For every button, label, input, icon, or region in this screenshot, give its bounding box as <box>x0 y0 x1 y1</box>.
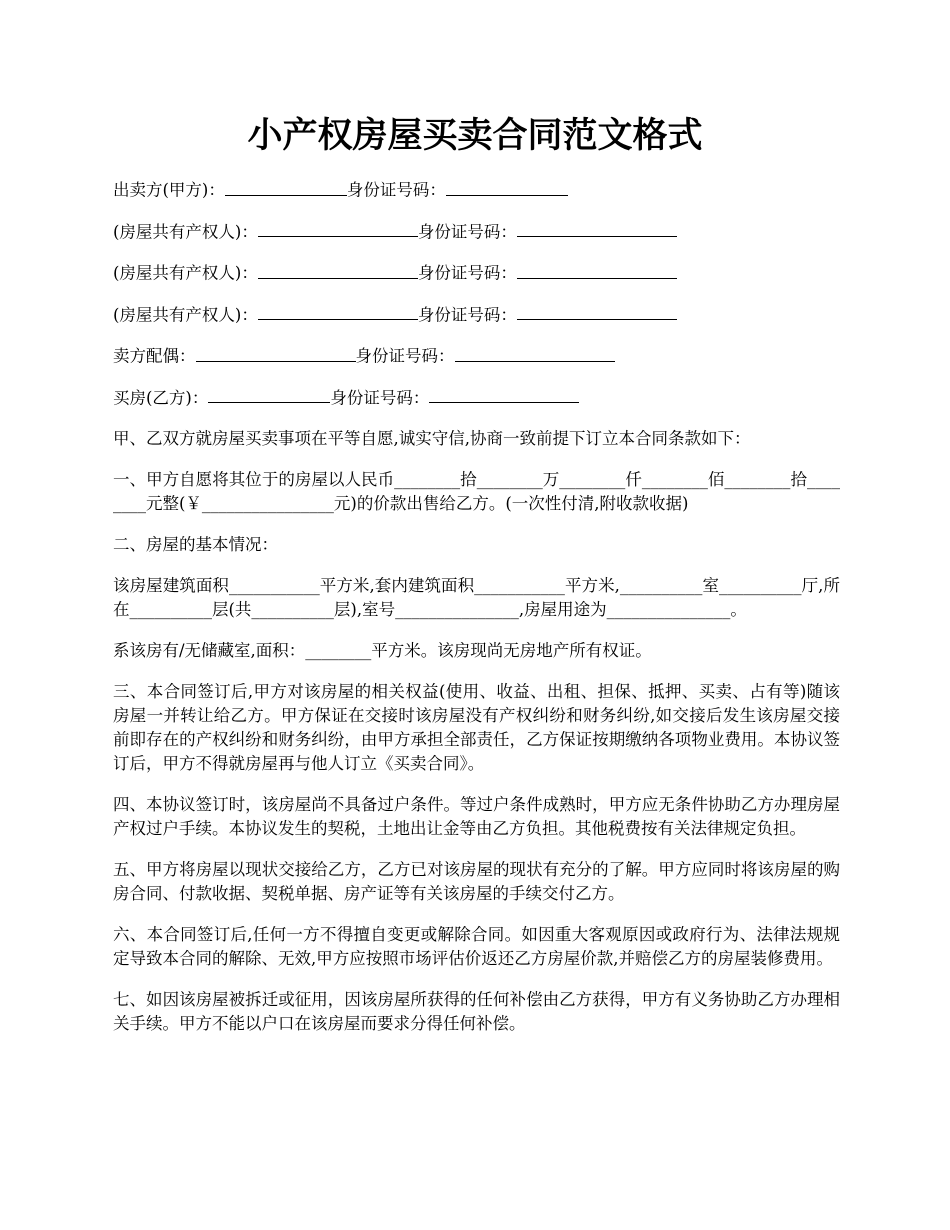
buyer-id-blank <box>429 386 579 404</box>
buyer-line <box>113 386 840 411</box>
clause-6-termination: 六、本合同签订后,任何一方不得擅自变更或解除合同。如因重大客观原因或政府行为、法律法规规定导致本合同的解除、无效,甲方应按照市场评估价返还乙方房屋价款,并赔偿乙方的房屋装修费用。 <box>113 925 840 968</box>
clause-4-transfer: 四、本协议签订时，该房屋尚不具备过户条件。等过户条件成熟时，甲方应无条件协助乙方办理房屋产权过户手续。本协议发生的契税，土地出让金等由乙方负担。其他税费按有关法律规定负担。 <box>113 795 840 838</box>
buyer-label: 买房(乙方)： <box>113 388 209 407</box>
seller-id-label: 身份证号码： <box>346 180 446 200</box>
clause-2-heading: 二、房屋的基本情况： <box>113 535 278 554</box>
spouse-line <box>113 344 840 369</box>
co-owner-name-blank <box>258 303 418 321</box>
spouse-name-blank <box>196 344 356 362</box>
clause-3-rights: 三、本合同签订后,甲方对该房屋的相关权益(使用、收益、出租、担保、抵押、买卖、占有等)随该房屋一并转让给乙方。甲方保证在交接时该房屋没有产权纠纷和财务纠纷,如交接后发生该房屋交接前即存在的产权纠纷和财务纠纷，由甲方承担全部责任，乙方保证按期缴纳各项物业费用。本协议签订后，甲方不得就房屋再与他人订立《买卖合同》。 <box>113 682 840 773</box>
co-owner-line-2 <box>113 261 840 286</box>
seller-name-blank <box>225 178 347 196</box>
co-owner-id-label: 身份证号码： <box>417 263 517 283</box>
seller-label: 出卖方(甲方)： <box>113 180 225 200</box>
spouse-id-label: 身份证号码： <box>355 346 455 366</box>
clause-7-demolition: 七、如因该房屋被拆迁或征用，因该房屋所获得的任何补偿由乙方获得，甲方有义务协助乙方办理相关手续。甲方不能以户口在该房屋而要求分得任何补偿。 <box>113 990 840 1033</box>
co-owner-id-blank <box>517 261 677 279</box>
co-owner-label: (房屋共有产权人)： <box>113 263 258 283</box>
co-owner-line-1 <box>113 220 840 245</box>
buyer-id-label: 身份证号码： <box>330 388 430 407</box>
spouse-label: 卖方配偶： <box>113 346 196 366</box>
house-details: 该房屋建筑面积___________平方米,套内建筑面积___________平方米,__________室__________厅,所在__________层(共__________层),室号_______________,房屋用途为_______________。 <box>113 576 840 619</box>
buyer-name-blank <box>208 386 330 404</box>
document-title: 小产权房屋买卖合同范文格式 <box>247 115 703 156</box>
seller-line <box>113 178 840 203</box>
co-owner-name-blank <box>258 261 418 279</box>
clause-1-price: 一、甲方自愿将其位于的房屋以人民币________拾________万________仟________佰________拾________元整(￥________________元)的价款出售给乙方。(一次性付清,附收款收据) <box>113 470 841 513</box>
intro-paragraph: 甲、乙双方就房屋买卖事项在平等自愿,诚实守信,协商一致前提下订立本合同条款如下： <box>113 429 751 448</box>
co-owner-id-blank <box>517 220 677 238</box>
co-owner-label: (房屋共有产权人)： <box>113 222 258 241</box>
co-owner-line-3 <box>113 303 840 328</box>
storage-room: 系该房有/无储藏室,面积：________平方米。该房现尚无房地产所有权证。 <box>113 641 652 660</box>
co-owner-label: (房屋共有产权人)： <box>113 305 258 324</box>
co-owner-id-blank <box>517 303 677 321</box>
co-owner-name-blank <box>258 220 418 238</box>
co-owner-id-label: 身份证号码： <box>417 305 517 324</box>
co-owner-id-label: 身份证号码： <box>417 222 517 241</box>
seller-id-blank <box>446 178 568 196</box>
clause-5-handover: 五、甲方将房屋以现状交接给乙方，乙方已对该房屋的现状有充分的了解。甲方应同时将该房屋的购房合同、付款收据、契税单据、房产证等有关该房屋的手续交付乙方。 <box>113 860 840 903</box>
spouse-id-blank <box>455 344 615 362</box>
contract-body <box>113 178 840 1053</box>
